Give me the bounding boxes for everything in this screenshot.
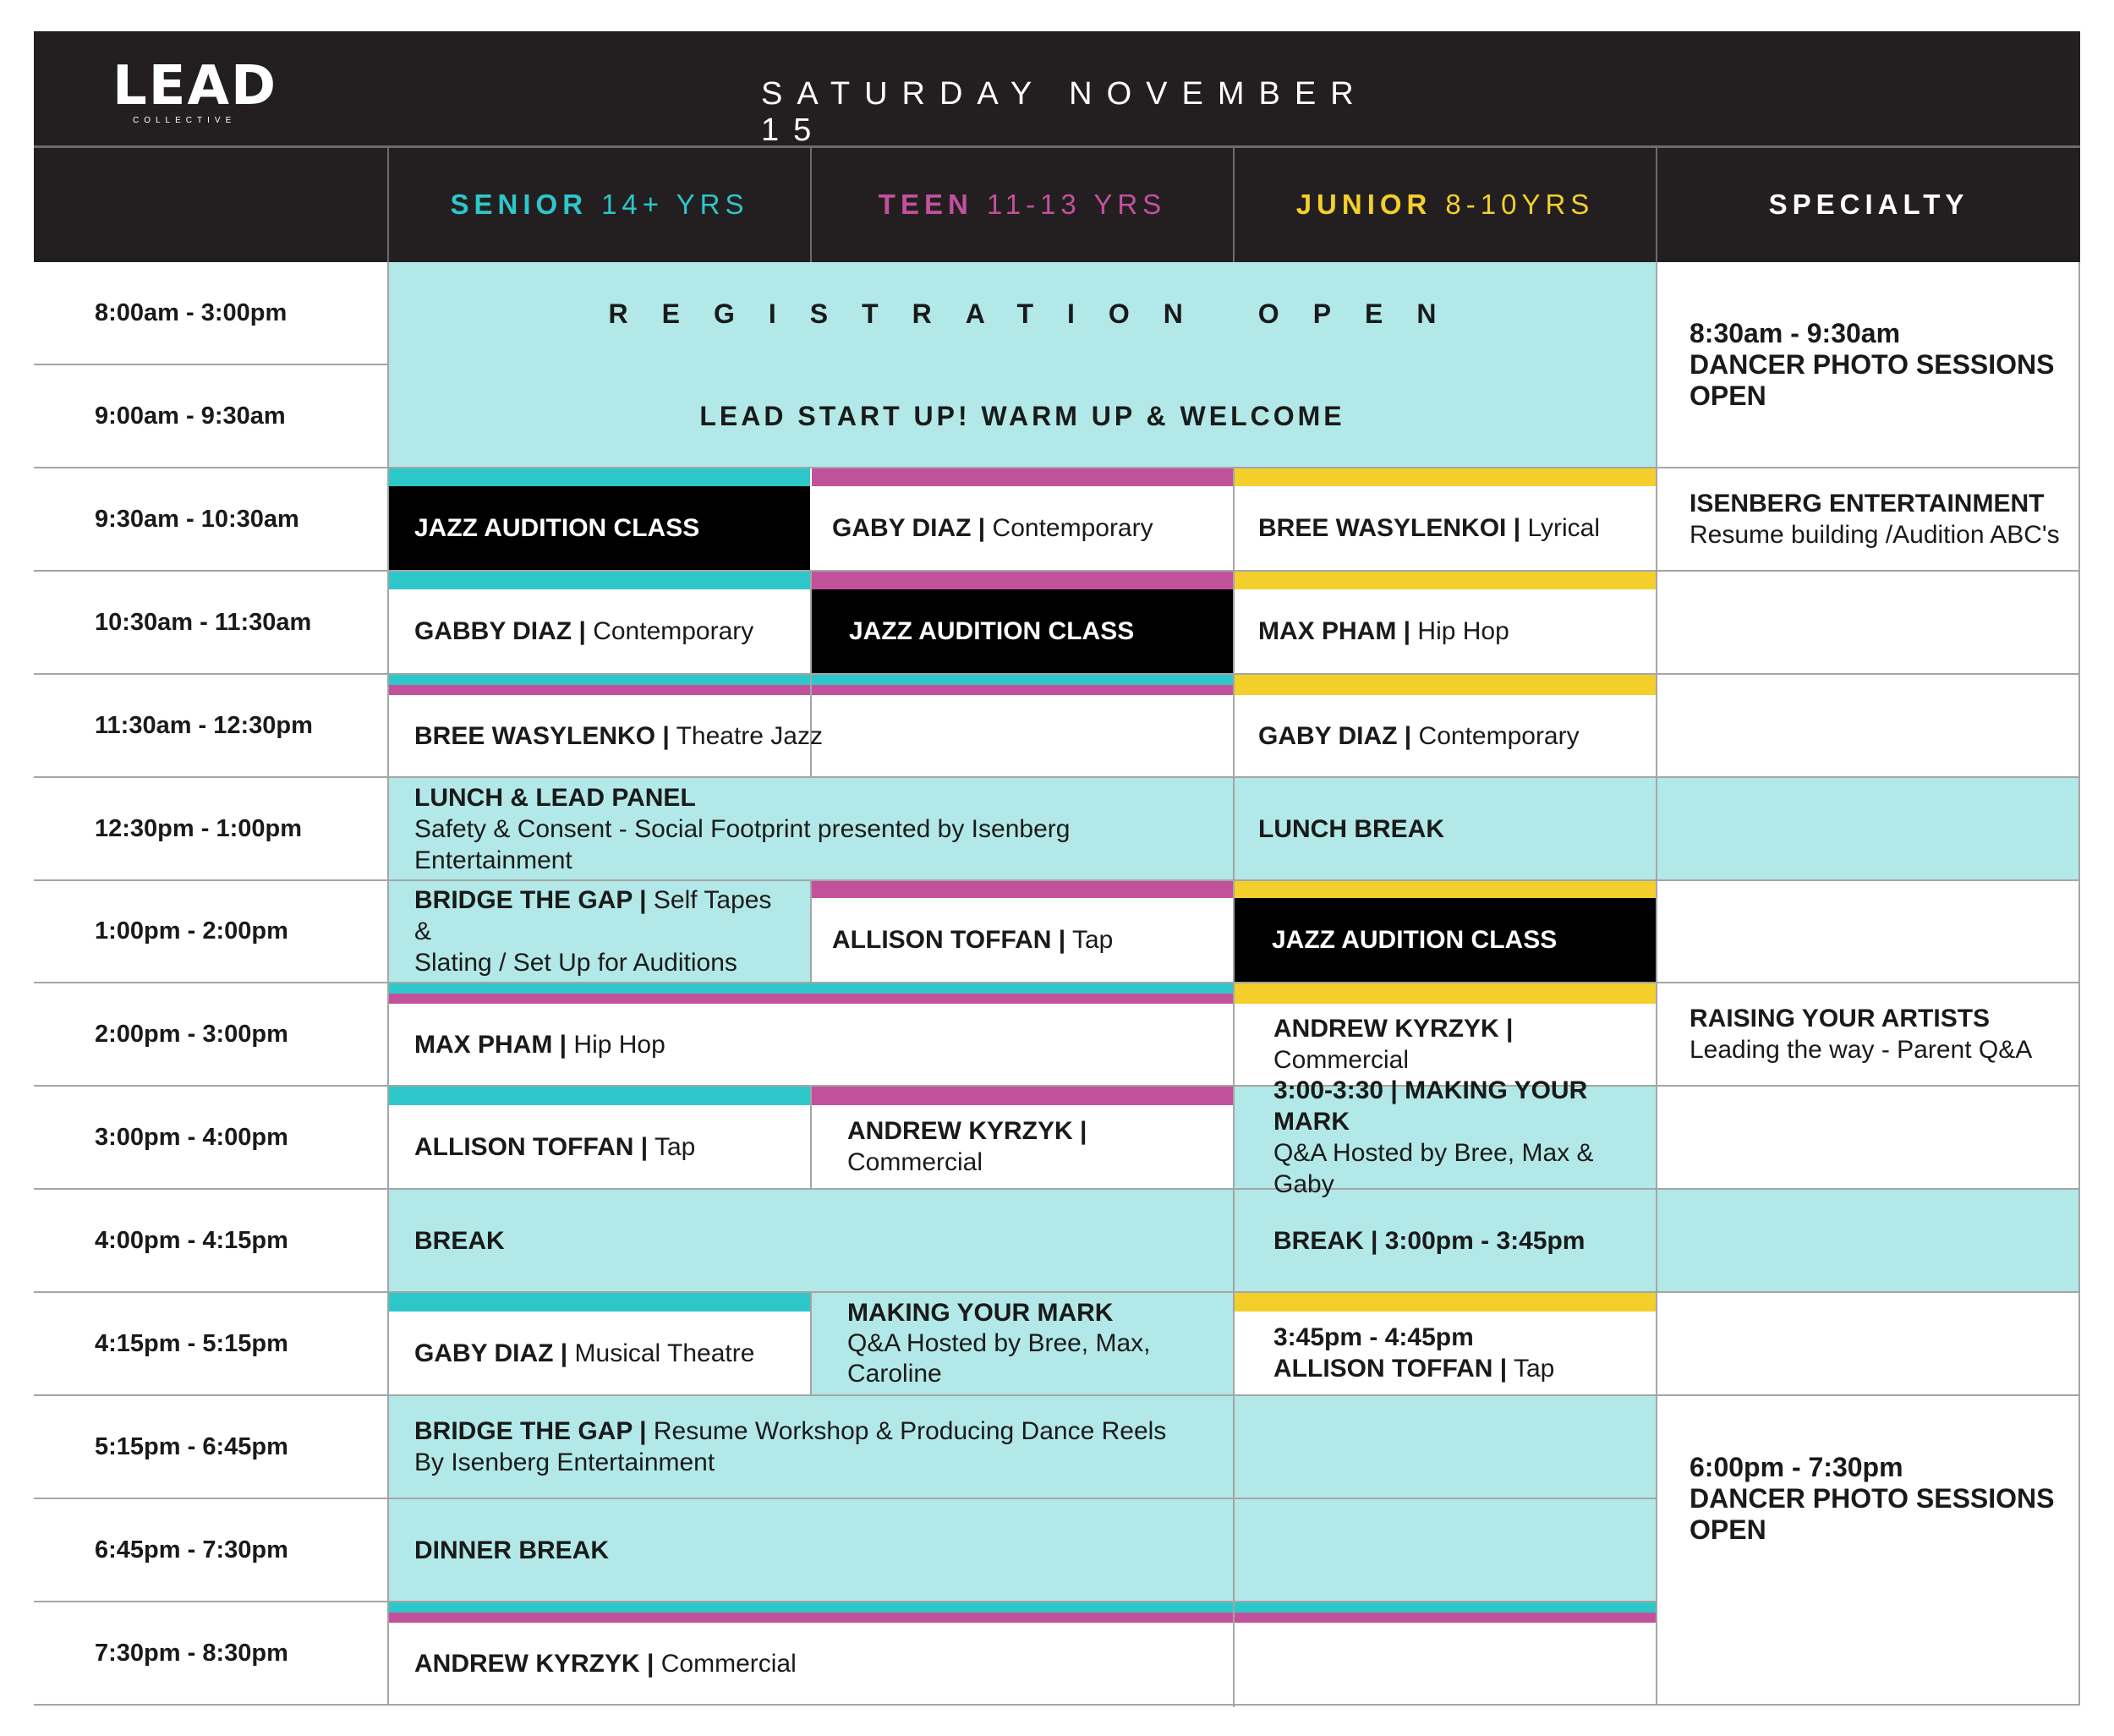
instructor-name: GABY DIAZ | — [1258, 721, 1412, 750]
session-title: MAKING YOUR MARK — [847, 1299, 1114, 1327]
class-style: Lyrical — [1527, 514, 1601, 542]
class-style: Contemporary — [1418, 721, 1580, 750]
senior-class — [389, 589, 810, 673]
session-subtitle: Q&A Hosted by Bree, Max & Gaby — [1273, 1139, 1594, 1198]
photo-sessions-evening — [1657, 1396, 2078, 1601]
junior-class — [1235, 695, 1656, 776]
photo-time: 8:30am - 9:30am — [1690, 317, 1901, 348]
logo: LEAD — [112, 55, 278, 118]
senior-teen-class — [389, 695, 1233, 776]
col-divider — [2078, 262, 2080, 1706]
time-label: 1:00pm - 2:00pm — [95, 917, 288, 945]
making-your-mark-junior — [1235, 1076, 1656, 1198]
photo-title: DANCER PHOTO SESSIONS OPEN — [1690, 348, 2055, 411]
time-label: 5:15pm - 6:45pm — [95, 1432, 288, 1460]
instructor-name: GABBY DIAZ | — [414, 617, 586, 645]
specialty-title: ISENBERG ENTERTAINMENT — [1690, 490, 2045, 518]
instructor-name: ALLISON TOFFAN | — [832, 926, 1066, 954]
workshop-subtitle: By Isenberg Entertainment — [414, 1448, 715, 1476]
column-junior-label: JUNIOR — [1295, 189, 1432, 220]
class-style: Hip Hop — [573, 1030, 665, 1059]
column-teen-age: 11-13 YRS — [986, 189, 1167, 220]
column-teen — [812, 147, 1233, 262]
senior-bar — [389, 468, 810, 486]
instructor-name: GABY DIAZ | — [414, 1339, 568, 1367]
time-label: 6:45pm - 7:30pm — [95, 1536, 288, 1563]
teen-bar — [812, 468, 1233, 486]
workshop-detail-2: Slating / Set Up for Auditions — [414, 949, 737, 977]
time-label: 12:30pm - 1:00pm — [95, 814, 302, 842]
senior-bar — [389, 1293, 810, 1312]
junior-bar — [1235, 1293, 1656, 1312]
column-junior — [1235, 147, 1656, 262]
column-teen-label: TEEN — [878, 189, 973, 220]
class-style: Contemporary — [593, 617, 754, 645]
specialty-subtitle: Leading the way - Parent Q&A — [1690, 1036, 2033, 1064]
senior-class — [389, 1105, 810, 1188]
break-label: BREAK — [414, 1226, 505, 1255]
specialty-isenberg — [1657, 468, 2078, 570]
page-title: SATURDAY NOVEMBER 15 — [761, 76, 1368, 148]
time-label: 4:00pm - 4:15pm — [95, 1226, 288, 1254]
class-style: Tap — [1071, 926, 1114, 954]
break-junior — [1235, 1190, 1656, 1291]
workshop-title: BRIDGE THE GAP | — [414, 886, 647, 914]
specialty-subtitle: Resume building /Audition ABC's — [1690, 521, 2060, 549]
junior-bar — [1235, 468, 1656, 486]
column-senior — [389, 147, 810, 262]
class-style: Commercial — [660, 1649, 797, 1678]
senior-class — [389, 1312, 810, 1394]
senior-teen-class — [389, 1623, 1233, 1704]
bridge-the-gap-senior — [389, 881, 810, 982]
column-specialty-label: SPECIALTY — [1768, 189, 1969, 220]
workshop-detail: Resume Workshop & Producing Dance Reels — [653, 1417, 1167, 1445]
class-style: Commercial — [847, 1148, 983, 1176]
junior-bar — [1235, 983, 1656, 1004]
column-junior-age: 8-10YRS — [1445, 189, 1595, 220]
senior-bar — [389, 1602, 1656, 1613]
workshop-title: BRIDGE THE GAP | — [414, 1417, 647, 1445]
photo-sessions-morning — [1657, 262, 2078, 467]
junior-class — [1235, 589, 1656, 673]
break-label: BREAK | 3:00pm - 3:45pm — [1273, 1226, 1586, 1255]
jazz-audition-label: JAZZ AUDITION CLASS — [1272, 926, 1558, 954]
class-style: Hip Hop — [1417, 617, 1509, 645]
warmup-text: LEAD START UP! WARM UP & WELCOME — [699, 400, 1345, 431]
time-label: 10:30am - 11:30am — [95, 608, 312, 636]
lunch-break-label: LUNCH BREAK — [1258, 814, 1444, 843]
dinner-break-label: DINNER BREAK — [414, 1536, 610, 1564]
instructor-name: ANDREW KYRZYK | — [1273, 1015, 1514, 1043]
dinner-break — [389, 1499, 1656, 1601]
junior-class — [1235, 1004, 1656, 1085]
instructor-name: GABY DIAZ | — [832, 514, 986, 542]
time-label: 3:00pm - 4:00pm — [95, 1123, 288, 1151]
teen-class — [812, 1105, 1233, 1188]
jazz-audition-senior — [389, 486, 810, 570]
instructor-name: ANDREW KYRZYK | — [414, 1649, 654, 1678]
workshop-detail: Self Tapes & — [414, 886, 772, 945]
teen-bar — [812, 881, 1233, 898]
teen-bar — [389, 1613, 1656, 1623]
session-title: 3:00-3:30 | MAKING YOUR MARK — [1273, 1076, 1588, 1136]
junior-class — [1235, 486, 1656, 570]
senior-teen-class — [389, 1004, 1233, 1085]
class-style: Tap — [654, 1132, 696, 1161]
instructor-name: ALLISON TOFFAN | — [414, 1132, 649, 1161]
instructor-name: ANDREW KYRZYK | — [847, 1117, 1087, 1145]
specialty-raising-artists — [1657, 983, 2078, 1085]
instructor-name: MAX PHAM | — [414, 1030, 567, 1059]
session-subtitle: Q&A Hosted by Bree, Max, — [847, 1329, 1151, 1357]
junior-bar — [1235, 572, 1656, 589]
teen-bar — [812, 1087, 1233, 1105]
time-label: 8:00am - 3:00pm — [95, 298, 288, 326]
warmup-welcome — [389, 365, 1656, 467]
lunch-break — [1235, 778, 2078, 879]
instructor-name: BREE WASYLENKOI | — [1258, 514, 1521, 542]
break-senior-teen — [389, 1190, 1233, 1291]
class-style: Tap — [1513, 1355, 1555, 1383]
instructor-name: ALLISON TOFFAN | — [1273, 1355, 1508, 1383]
panel-title: LUNCH & LEAD PANEL — [414, 783, 696, 812]
instructor-name: BREE WASYLENKO | — [414, 721, 670, 750]
bridge-the-gap-workshop — [389, 1396, 1233, 1498]
teen-class — [812, 898, 1233, 982]
column-specialty — [1657, 147, 2080, 262]
senior-bar — [389, 1087, 810, 1105]
class-time: 3:45pm - 4:45pm — [1273, 1323, 1474, 1351]
time-label: 4:15pm - 5:15pm — [95, 1329, 288, 1357]
time-label: 7:30pm - 8:30pm — [95, 1639, 288, 1667]
lunch-lead-panel — [389, 778, 1233, 879]
class-style: Commercial — [1273, 1046, 1410, 1074]
session-subtitle-2: Caroline — [847, 1360, 942, 1388]
instructor-name: MAX PHAM | — [1258, 617, 1411, 645]
time-label: 11:30am - 12:30pm — [95, 711, 313, 739]
column-senior-age: 14+ YRS — [601, 189, 749, 220]
registration-text: REGISTRATION OPEN — [608, 298, 1470, 329]
time-label: 9:00am - 9:30am — [95, 402, 286, 430]
jazz-audition-teen — [812, 589, 1233, 673]
specialty-title: RAISING YOUR ARTISTS — [1690, 1005, 1991, 1032]
jazz-audition-label: JAZZ AUDITION CLASS — [414, 514, 700, 542]
logo-subtitle: COLLECTIVE — [133, 116, 237, 125]
class-style: Contemporary — [992, 514, 1153, 542]
class-style: Theatre Jazz — [676, 721, 823, 750]
senior-bar — [389, 572, 810, 589]
row-divider — [34, 1704, 2080, 1706]
junior-class — [1235, 1312, 1656, 1394]
photo-time: 6:00pm - 7:30pm — [1690, 1451, 1903, 1482]
teen-class — [812, 486, 1233, 570]
teen-bar — [812, 572, 1233, 589]
time-label: 9:30am - 10:30am — [95, 505, 299, 533]
jazz-audition-label: JAZZ AUDITION CLASS — [849, 617, 1135, 645]
jazz-audition-junior — [1235, 898, 1656, 982]
panel-subtitle: Safety & Consent - Social Footprint presented by Isenberg Entertainment — [414, 814, 1071, 874]
registration-open — [389, 262, 1656, 365]
junior-bar — [1235, 675, 1656, 695]
class-style: Musical Theatre — [574, 1339, 755, 1367]
photo-title: DANCER PHOTO SESSIONS OPEN — [1690, 1482, 2055, 1545]
junior-bar — [1235, 881, 1656, 898]
column-senior-label: SENIOR — [450, 189, 589, 220]
time-label: 2:00pm - 3:00pm — [95, 1020, 288, 1048]
making-your-mark-teen — [812, 1293, 1233, 1394]
